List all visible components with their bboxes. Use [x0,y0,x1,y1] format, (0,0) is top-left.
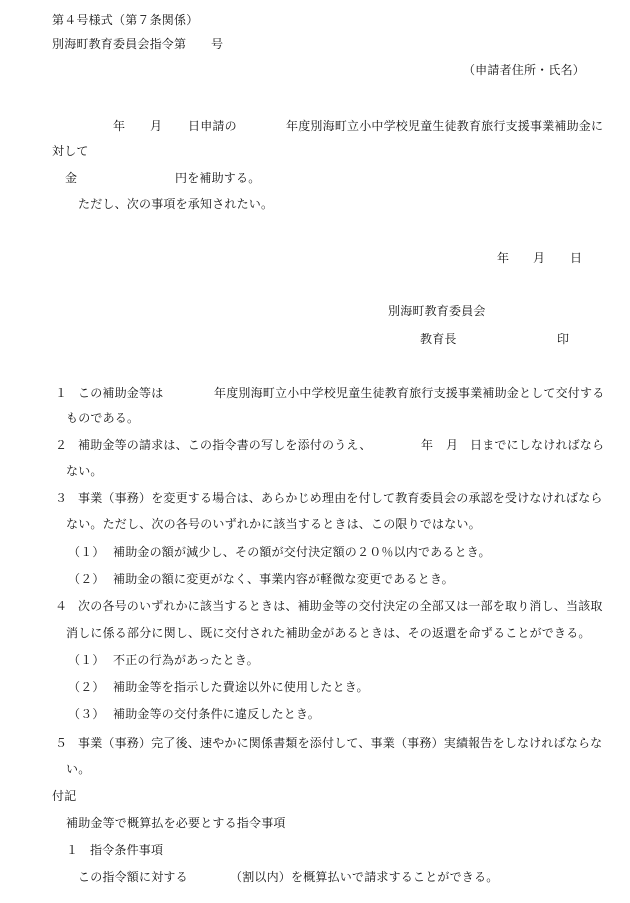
grant-line [0,118,630,134]
condition-text: 日までにしなければなら [470,438,605,452]
condition-text: 補助金等の請求は、この指令書の写しを添付のうえ、 [78,438,372,452]
condition-year-label: 年 [421,438,434,452]
subitem-text: 補助金等を指示した費途以外に使用したとき。 [113,680,369,694]
condition-4-subitem-2 [0,679,630,695]
appendix-item-line [0,842,630,858]
applicant-line [0,62,630,78]
issuer-title-line [0,331,630,347]
grant-year-label: 年 [113,119,126,133]
condition-5-cont [0,761,630,777]
issue-date-year: 年 [497,251,510,265]
appendix-item-marker: １ [66,843,79,857]
appendix-subheading: 補助金等で概算払を必要とする指令事項 [66,816,286,830]
grant-program-line-cont: 対して [52,144,89,158]
subitem-marker: （１） [68,545,105,559]
condition-3 [0,490,630,506]
condition-4 [0,598,630,614]
condition-text-cont: い。 [66,762,91,776]
condition-3-cont [0,516,630,532]
condition-4-cont [0,625,630,641]
condition-2-cont [0,463,630,479]
condition-text: この補助金等は [78,386,164,400]
grant-day-applied-label: 日申請の [188,119,237,133]
condition-1-cont [0,410,630,426]
amount-prefix: 金 [65,171,78,185]
condition-text-cont: 消しに係る部分に関し、既に交付された補助金があるときは、その返還を命ずることができる。 [66,626,591,640]
issue-date-day: 日 [570,251,583,265]
appendix-item-text-b: （割以内）を概算払いで請求することができる。 [230,870,499,884]
condition-3-subitem-2 [0,571,630,587]
form-number: 第４号様式（第７条関係） [52,13,199,27]
condition-text-cont: ない。 [66,464,103,478]
appendix-item-text-a: この指令額に対する [78,870,188,884]
grant-line-cont [0,143,630,159]
grant-program-line: 年度別海町立小中学校児童生徒教育旅行支援事業補助金に [286,119,604,133]
condition-text-cont: ない。ただし、次の各号のいずれかに該当するときは、この限りではない。 [66,517,481,531]
subitem-text: 補助金の額が減少し、その額が交付決定額の２０％以内であるとき。 [113,545,491,559]
subitem-marker: （３） [68,707,105,721]
condition-text: 事業（事務）を変更する場合は、あらかじめ理由を付して教育委員会の承認を受けなければなら [78,491,603,505]
subitem-text: 不正の行為があったとき。 [113,653,259,667]
condition-4-subitem-1 [0,652,630,668]
appendix-heading: 付記 [52,789,77,803]
issuer-seal: 印 [557,332,570,346]
condition-text-cont: ものである。 [66,411,140,425]
condition-marker: ５ [55,736,68,750]
issuer-org-line [0,303,630,319]
condition-marker: ３ [55,491,68,505]
order-number-prefix: 別海町教育委員会指令第 [52,37,187,51]
order-number-line [0,36,630,52]
condition-4-subitem-3 [0,706,630,722]
subitem-text: 補助金の額に変更がなく、事業内容が軽微な変更であるとき。 [113,572,454,586]
applicant-label: （申請者住所・氏名） [462,63,585,77]
condition-3-subitem-1 [0,544,630,560]
appendix-subheading-line [0,815,630,831]
subitem-marker: （２） [68,572,105,586]
condition-text: 年度別海町立小中学校児童生徒教育旅行支援事業補助金として交付する [214,386,605,400]
subitem-text: 補助金等の交付条件に違反したとき。 [113,707,320,721]
amount-suffix: 円を補助する。 [175,171,261,185]
condition-2 [0,437,630,453]
condition-1 [0,385,630,401]
proviso-text: ただし、次の事項を承知されたい。 [78,197,274,211]
amount-line [0,170,630,186]
grant-month-label: 月 [150,119,163,133]
order-number-suffix: 号 [211,37,224,51]
subitem-marker: （２） [68,680,105,694]
condition-text: 事業（事務）完了後、速やかに関係書類を添付して、事業（事務）実績報告をしなければならな [78,736,603,750]
issuer-org: 別海町教育委員会 [388,304,486,318]
condition-marker: １ [55,386,68,400]
issuer-title: 教育長 [420,332,457,346]
condition-5 [0,735,630,751]
issue-date-month: 月 [533,251,546,265]
subitem-marker: （１） [68,653,105,667]
issue-date-line [0,250,630,266]
proviso-line [0,196,630,212]
appendix-heading-line [0,788,630,804]
appendix-item-text-line [0,869,630,885]
appendix-item-title: 指令条件事項 [90,843,164,857]
form-number-line [0,12,630,28]
condition-marker: ４ [55,599,68,613]
condition-text: 次の各号のいずれかに該当するときは、補助金等の交付決定の全部又は一部を取り消し、当該取 [78,599,603,613]
condition-month-label: 月 [446,438,459,452]
condition-marker: ２ [55,438,68,452]
